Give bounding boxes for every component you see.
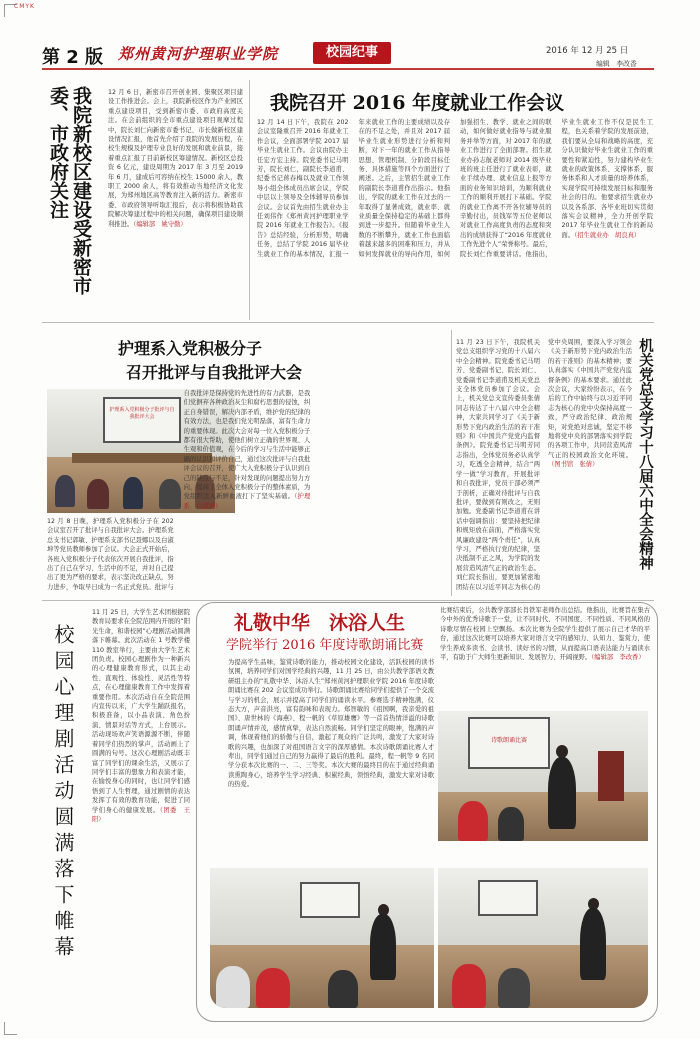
art6-photo-left (210, 868, 434, 1008)
art6-byline: （编辑部 李改香） (591, 654, 645, 662)
art3-title-line1: 护理系入党积极分子 (118, 339, 263, 358)
art1-body (108, 88, 243, 316)
art6-right-screen (478, 880, 538, 916)
art2-byline: （招生就业办 胡良真） (574, 231, 641, 239)
masthead-rule (42, 68, 654, 70)
art4-byline: （图书馆 张倩） (548, 461, 599, 469)
art6-podium (598, 751, 624, 801)
art1-text: 12 月 6 日，新密市召开创业园、集聚区项目建设工作推进会。会上，我院新校区作为产业园区重点建设项目，受到新密市委、市政府高度关注。在会前组织的全市重点建设项目观摩过程中，院长刘仁向新密市委书记、市长做新校区建设情况汇报，他首先介绍了我院的发展历程，在校生规模及护理专业良好的发展和就业前景，接着重点汇报了目前新校区筹建情况。新校区总投资 6 亿元，建设周期为 2017 年 3 月至 2019 年 6 月，建成后可容纳在校生 15000 余人，教职工 2000 余人，将有效推动当地经济文化发展，为郑州地区高等教育注入新的活力。新密市委、市政府领导听取汇报后，表示将积极协助我院解决筹建过程中的相关问题，确保项目建设顺利推进。 (108, 89, 243, 228)
art5-body (92, 608, 190, 1004)
hrule-1 (42, 322, 654, 323)
art3-byline: （护理系 白淑坤） (183, 493, 311, 510)
art6-text-1: 为提高学生品味，鉴赏诗歌的能力，推动校园文化建设，活跃校园的读书氛围，培养同学们对国学经典的兴趣，11 月 25 日，由公共教学部语文教研组主办的“礼敬中华、沐浴人生”郑州黄河护理职业学院 2016 年度诗歌朗诵比赛在 202 会议室成功举行。诗歌朗诵比赛给同学们提供了一个交流与学习的机会，展示并提高了同学们的诵读水平。参赛选手精神饱满，仪态大方，声音洪亮，富有韵味和表现力。郑智敏的《祖国啊，我亲爱的祖国》、唐世林的《海燕》、程一帆的《草原雄鹰》等一首首热情洋溢的诗歌朗诵声情并茂，感情真挚，表达自然流畅。同学们坚定的眼神，饱满的声调，体现着他们的骄傲与自信，激起了观众的广泛共鸣，激发了大家对诗歌的兴趣，也加深了对祖国语言文字的深厚感情。本次诗歌朗诵比赛人才辈出，同学们通过自己的努力赢得了最后的胜利。最终，程一帆等 9 名同学分获本次比赛的一、二、三等奖。本次大赛的最终目的在于通过经典诵读熏陶身心，培养学生学习经典、积累经典，领悟经典，激发大家对诗歌的热爱。 (228, 659, 434, 789)
art6-main-screen (468, 717, 550, 769)
art3-text-block (47, 389, 447, 597)
art6-right-audience-2 (498, 968, 530, 1008)
art6-body-2 (440, 606, 650, 708)
art2-text: 12 月 14 日下午，我院在 202 会议室隆重召开 2016 年就业工作会议，全面部署学院 2017 届毕业生就业工作。会议由院办主任宏方宏主持。院党委书记马明芳，院长刘仁，副院长李道甫、纪委书记蒋春梅以及就业工作领导小组全体成员出席会议，学院中层以上领导及全体辅导员参加会议。会议首先由招生就业办主任刘伟作《郑州黄河护理职业学院 2016 年就业工作报告》。《报告》总结经验，分析形势，明确任务，总结了学院 2016 届毕业生就业工作的基本情况，汇报一年来就业工作的主要成绩以及存在的不足之处，并且对 2017 届毕业生就业形势进行分析和判断，对下一年的就业工作从指导思想、管理机制、分阶段目标任务、具体措施等四个方面进行了阐述。之后，主管招生就业工作的副院长李道甫作出指示。他指出，学院的就业工作在过去的一年取得了显著成效，就业率、就业质量全保持稳定的基础上都得到进一步提升。但随着毕业生人数的不断攀升，就业工作也面临着越来越多的困难和压力，并从如何发挥就业的导向作用，如何加强招生、教学、就业之间的联动，如何做好就业指导与就业服务并举等方面，对 2017 年的就业工作进行了全面部署。招生就业办孙志航老师对 2014 级毕业班的班主任进行了就业表彰，就业手续办理、就业信息上报等方面的业务知识培训，为顺利就业工作的顺利开展打下基础。学院的就业工作离不开各位辅导员的辛勤付出，员钱军等五位老师以对就业工作高度负责的态度和突出的成绩获得了“2016 年度就业工作先进个人”荣誉称号。最后，院长刘仁作重要讲话。他指出，毕业生就业工作不仅是民生工程，也关系着学院的发展前途，我们要从全局和战略的高度，充分认识做好毕业生就业工作的重要性和紧迫性，努力建构毕业生就业的政策体系、支撑体系、服务体系和人才质量的培养体系，实现学院可持续发展目标和服务社会的目的。他要求招生就业办以及各系部、各毕业班切实贯彻落实会议精神，全力开创学院 2017 年毕业生就业工作的新局面。 (257, 119, 653, 258)
page-number: 第 2 版 (42, 47, 104, 68)
crop-mark-bottom-left (4, 1022, 17, 1035)
art3-screen-text: 护理系入党积极分子批评与自我批评大会 (109, 407, 175, 420)
art3-title-line2: 召开批评与自我批评大会 (126, 363, 303, 382)
art6-photo-right (438, 868, 648, 1008)
paper-name: 郑州黄河护理职业学院 (118, 45, 279, 63)
art2-body (257, 118, 653, 316)
art6-right-audience-1 (452, 964, 486, 1008)
art6-title-sub: 学院举行 2016 年度诗歌朗诵比赛 (226, 638, 424, 653)
art4-title: 机关党总支学习十八届六中全会精神 (637, 338, 654, 570)
art6-speaker (548, 757, 576, 829)
art6-right-speaker (580, 908, 606, 980)
issue-date: 2016 年 12 月 25 日 (546, 46, 629, 56)
art2-title: 我院召开 2016 年度就业工作会议 (270, 92, 565, 114)
art6-audience-1 (458, 801, 488, 841)
art6-left-audience-3 (328, 970, 358, 1008)
art5-byline: （团委 王阳） (92, 806, 190, 823)
art6-left-audience-2 (256, 968, 290, 1008)
art6-left-screen (300, 882, 360, 918)
art3-text: 12 月 8 日晚，护理系入党积极分子在 202 会议室召开了批评与自我批评大会。护理系党总支书记郭敏、护理系支部书记聂娜以及白淑坤等党员教师参加了会议。大会正式开始后，各班入党积极分子代表依次开展自我批评，指出了自己在学习、生活中的不足，并对自己提出了更为严格的要求，表示坚决改正缺点，努力进步，争取早日成为一名正式党员。批评与自我批评是保持党的先进性的有力武器，是我们党摒弃各种政治灰尘和腐朽思想的侵蚀，纠正自身错误，解决内部矛盾，维护党的纪律的有效方法，也是我们党光明磊落，富有生命力的重要体现。此次大会对每一位入党积极分子都有很大帮助，使他们树立正确的世界观、人生观和价值观，在今后的学习与生活中能够正确的认识和评价自己，通过这次批评与自我批评会议的召开，使广大入党积极分子认识到自己的缺点与不足，针对发现的问题提出努力方向，提高了全体入党积极分子的整体素质，为党组织注入新鲜血液打下了坚实基础。 (47, 390, 311, 591)
section-tab (313, 42, 391, 64)
art5-text: 11 月 25 日，大学生艺术团根据院教育局要求在全院范围内开展的“阳光生命，和谐校园”心理剧活动圆满落下帷幕。此次活动在 1 号教学楼 110 教室举行，主要由大学生艺术团负责。校园心理剧作为一种新兴的心理健康教育形式，以其主动性、直观性、体验性、灵活性等特点，在心理健康教育工作中发挥着重要作用。本次活动自在全院范围内宣传以来，广大学生踊跃报名，积极准备，以小品表演、角色扮演、情景对话等方式，上台展示。活动现场欢声笑语源源不断，伴随着同学们热烈的掌声，活动画上了圆满的句号。这次心理剧活动既丰富了同学们的课余生活，又展示了同学们丰富的想象力和表演才能，在愉悦身心的同时，也让同学们感悟到了人生哲理，通过剧情的表达发挥了有效的教育功能，促进了同学们身心的健康发展。 (92, 609, 190, 814)
art6-screen-text: 诗歌朗诵比赛 (490, 737, 527, 744)
vrule-art1 (249, 80, 250, 320)
art6-left-audience-1 (216, 966, 250, 1008)
art5-title: 校园心理剧活动圆满落下帷幕 (51, 624, 75, 962)
art6-photo-main (438, 711, 648, 841)
page-editor: 编辑 李改香 (596, 60, 637, 68)
art6-text-2: 比赛结束后，公共教学部部长肖铁军老师作出总结。他指出，比赛旨在集古今中外的优秀诗歌于一堂，让不同时代、不同国度、不同性质、不同风格的诗歌尽情在校园上空飘扬。本次比赛为全院学生提供了展示自己才华的平台，通过这次比赛可以培养大家对语言文字的感知力、认知力、鉴赏力，使学生养成多读书、会读书、读好书的习惯，从而提高口语表达能力与诵读水平，有助于广大师生更新知识、发展智力、开阔视野。 (440, 607, 650, 662)
section-label: 校园纪事 (325, 45, 378, 60)
art6-left-speaker (370, 914, 396, 980)
art6-title-main: 礼敬中华 沐浴人生 (234, 612, 406, 634)
art1-byline: （编辑部 姚守勤） (133, 220, 187, 228)
art6-body (228, 658, 434, 840)
art4-text: 11 月 23 日下午，我院机关党总支组织学习党的十八届六中全会精神。院党委书记马明芳、党委副书记、院长刘仁、党委副书记李道甫及机关党总支全体党员参加了会议。会上，机关党总支宣传委员张倩同志传达了十八届六中全会精神，大家共同学习了《关于新形势下党内政治生活的若干准则》和《中国共产党党内监督条例》。院党委书记马明芳同志指出，全体党员务必认真学习，吃透全会精神，结合“两学一做”学习教育，开展批评和自我批评，党员干部必须严于剖析，正确对待批评与自我批评，要做到有则改之，无则加勉。党委副书记李道甫在讲话中强调指出：要坚持把纪律和规矩放在前面，严格落实党风廉政建设“两个责任”，认真学习，严格执行党的纪律，坚决抵制不正之风，为学院的发展营造风清气正的政治生态。刘仁院长指出，要更加紧密地团结在以习近平同志为核心的党中央周围，要深入学习领会《关于新形势下党内政治生活的若干准则》的基本精神；要认真落实《中国共产党党内监督条例》的基本要求。通过此次会议，大家纷纷表示，在今后的工作中始终与以习近平同志为核心的党中央保持高度一致，严守政治纪律、政治规矩，对党绝对忠诚，坚定不移地将党中央的部署落实到学院的各项工作中，共同营造风清气正的校园政治文化环境。 (456, 339, 632, 591)
hrule-2 (42, 600, 654, 601)
color-corner-label: CMYK (14, 3, 35, 10)
vrule-art3 (451, 330, 452, 596)
art4-body (456, 338, 632, 594)
art1-title: 我院新校区建设受新密市委、市政府关注 (47, 86, 92, 295)
art6-audience-2 (498, 807, 524, 841)
